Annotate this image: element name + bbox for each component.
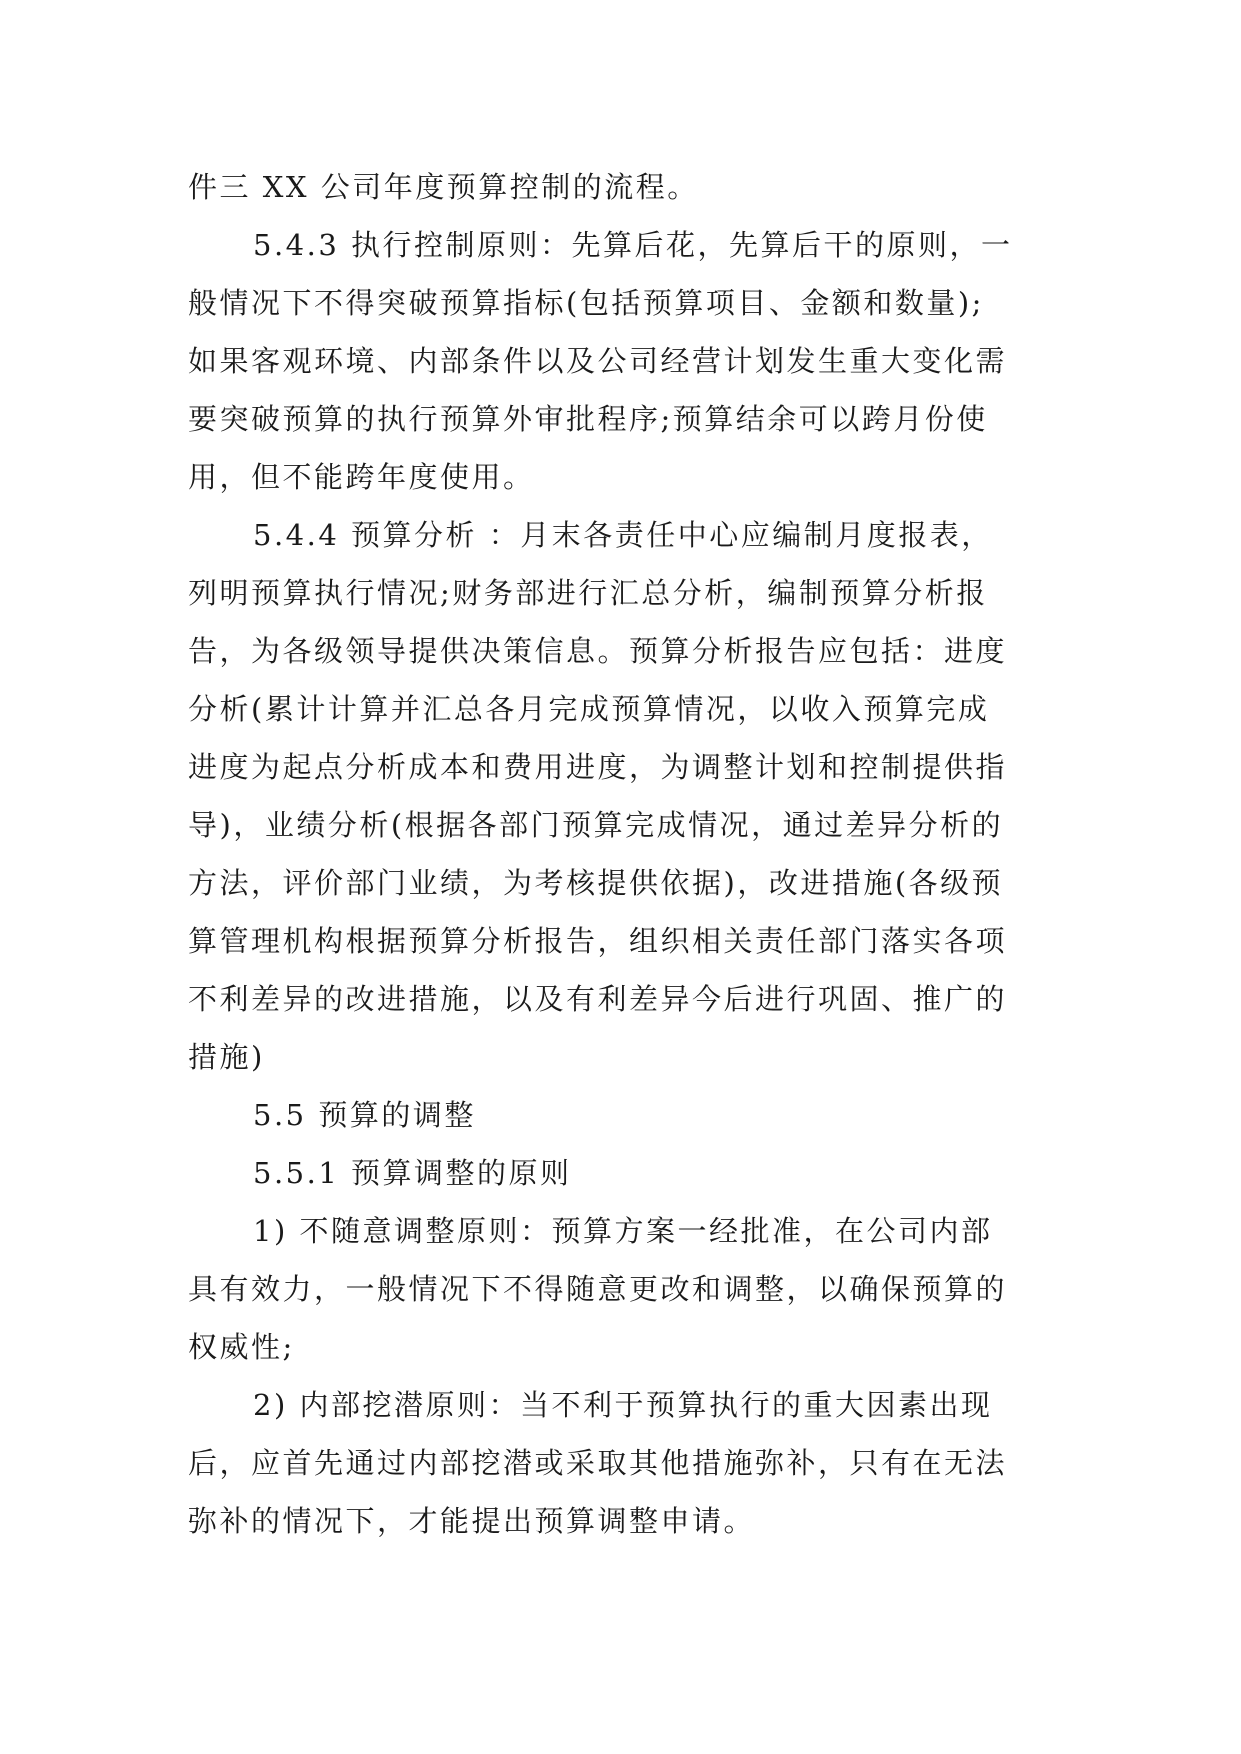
text-line: 1) 不随意调整原则：预算方案一经批准，在公司内部 <box>253 1214 993 1248</box>
text-line: 用，但不能跨年度使用。 <box>188 460 535 494</box>
text-line: 般情况下不得突破预算指标(包括预算项目、金额和数量); <box>188 286 984 320</box>
text-line: 弥补的情况下，才能提出预算调整申请。 <box>188 1504 756 1538</box>
text-line: 后，应首先通过内部挖潜或采取其他措施弥补，只有在无法 <box>188 1446 1008 1480</box>
text-line: 告，为各级领导提供决策信息。预算分析报告应包括：进度 <box>188 634 1008 668</box>
text-line: 分析(累计计算并汇总各月完成预算情况，以收入预算完成 <box>188 692 990 726</box>
text-line: 方法，评价部门业绩，为考核提供依据)，改进措施(各级预 <box>188 866 1004 900</box>
text-line: 列明预算执行情况;财务部进行汇总分析，编制预算分析报 <box>188 576 988 610</box>
text-line: 措施) <box>188 1040 265 1074</box>
text-line: 算管理机构根据预算分析报告，组织相关责任部门落实各项 <box>188 924 1008 958</box>
document-page <box>188 158 1056 1550</box>
section-heading: 5.5 预算的调整 <box>253 1098 476 1132</box>
text-line: 权威性; <box>188 1330 295 1364</box>
subsection-heading: 5.5.1 预算调整的原则 <box>253 1156 572 1190</box>
text-line: 5.4.3 执行控制原则：先算后花，先算后干的原则，一 <box>253 228 1013 262</box>
text-line: 进度为起点分析成本和费用进度，为调整计划和控制提供指 <box>188 750 1008 784</box>
text-line: 2) 内部挖潜原则：当不利于预算执行的重大因素出现 <box>253 1388 993 1422</box>
text-line: 具有效力，一般情况下不得随意更改和调整，以确保预算的 <box>188 1272 1008 1306</box>
text-line: 如果客观环境、内部条件以及公司经营计划发生重大变化需 <box>188 344 1008 378</box>
text-line: 件三 XX 公司年度预算控制的流程。 <box>188 170 699 204</box>
text-line: 要突破预算的执行预算外审批程序;预算结余可以跨月份使 <box>188 402 988 436</box>
text-line: 5.4.4 预算分析 ：月末各责任中心应编制月度报表， <box>253 518 993 552</box>
text-line: 导)，业绩分析(根据各部门预算完成情况，通过差异分析的 <box>188 808 1004 842</box>
text-line: 不利差异的改进措施，以及有利差异今后进行巩固、推广的 <box>188 982 1008 1016</box>
